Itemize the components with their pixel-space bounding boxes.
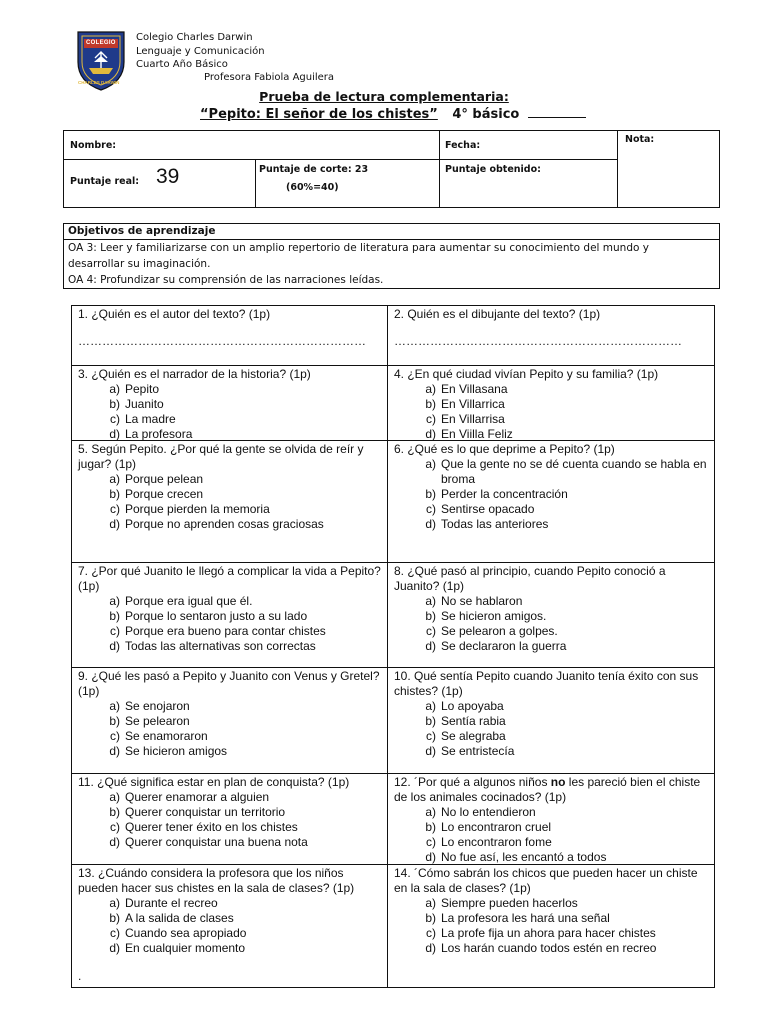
obtained-score-label: Puntaje obtenido:	[445, 164, 541, 175]
question-11	[72, 774, 387, 864]
question-12-option-d[interactable]: d) No fue así, les encantó a todos	[425, 850, 607, 864]
question-2	[388, 306, 714, 365]
course-label: 4° básico	[452, 107, 520, 122]
question-13-option-b[interactable]: b) A la salida de clases	[109, 911, 234, 925]
question-3-option-d[interactable]: d) La profesora	[109, 427, 193, 441]
question-8-option-b[interactable]: b) Se hicieron amigos.	[425, 609, 547, 623]
question-4-text: 4. ¿En qué ciudad vivían Pepito y su familia? (1p)	[394, 367, 659, 381]
question-1	[72, 306, 387, 365]
question-5-option-d[interactable]: d) Porque no aprenden cosas graciosas	[109, 517, 324, 531]
question-9-option-b[interactable]: b) Se pelearon	[109, 714, 190, 728]
question-7-option-c[interactable]: c) Porque era bueno para contar chistes	[110, 624, 326, 638]
question-5	[72, 441, 387, 562]
logo-text-bottom: CHARLES DARWIN	[78, 80, 120, 85]
question-13-text: 13. ¿Cuándo considera la profesora que los niños pueden hacer sus chistes en la sala de clases? (1p)	[78, 866, 355, 895]
question-5-option-a[interactable]: a) Porque pelean	[109, 472, 204, 486]
question-14-option-d[interactable]: d) Los harán cuando todos estén en recreo	[425, 941, 657, 955]
question-6-option-d[interactable]: d) Todas las anteriores	[425, 517, 549, 531]
grade-level: Cuarto Año Básico	[136, 59, 228, 70]
question-8-text: 8. ¿Qué pasó al principio, cuando Pepito conoció a Juanito? (1p)	[394, 564, 666, 593]
question-11-option-d[interactable]: d) Querer conquistar una buena nota	[109, 835, 308, 849]
question-4-option-b[interactable]: b) En Villarrica	[425, 397, 505, 411]
question-6-text: 6. ¿Qué es lo que deprime a Pepito? (1p)	[394, 442, 615, 456]
question-4-option-d[interactable]: d) En Viilla Feliz	[425, 427, 513, 441]
question-4-option-a[interactable]: a) En Villasana	[425, 382, 508, 396]
question-1-answer-line[interactable]: ………………………………………………………………	[78, 334, 366, 348]
logo-text-top: COLEGIO	[86, 40, 116, 46]
question-6-option-c[interactable]: c) Sentirse opacado	[426, 502, 535, 516]
question-5-text: 5. Según Pepito. ¿Por qué la gente se olvida de reír y jugar? (1p)	[78, 442, 364, 471]
question-3	[72, 366, 387, 440]
test-title: Prueba de lectura complementaria:	[259, 89, 509, 104]
question-13-option-a[interactable]: a) Durante el recreo	[109, 896, 218, 910]
question-14-option-a[interactable]: a) Siempre pueden hacerlos	[425, 896, 578, 910]
question-5-option-c[interactable]: c) Porque pierden la memoria	[110, 502, 270, 516]
question-10-option-c[interactable]: c) Se alegraba	[426, 729, 506, 743]
question-13-option-c[interactable]: c) Cuando sea apropiado	[110, 926, 247, 940]
name-field[interactable]	[134, 133, 434, 157]
question-9-option-a[interactable]: a) Se enojaron	[109, 699, 190, 713]
question-8-option-a[interactable]: a) No se hablaron	[425, 594, 523, 608]
question-9-option-d[interactable]: d) Se hicieron amigos	[109, 744, 228, 758]
question-9	[72, 668, 387, 773]
cut-score-label: Puntaje de corte: 23	[259, 164, 369, 175]
question-13-trailing-mark: .	[78, 969, 82, 983]
question-14-option-b[interactable]: b) La profesora les hará una señal	[425, 911, 610, 925]
question-12-option-c[interactable]: c) Lo encontraron fome	[426, 835, 552, 849]
book-title: “Pepito: El señor de los chistes”	[200, 107, 438, 122]
real-score-label: Puntaje real:	[70, 176, 140, 187]
question-6-option-b[interactable]: b) Perder la concentración	[425, 487, 568, 501]
question-7-option-a[interactable]: a) Porque era igual que él.	[109, 594, 253, 608]
question-7	[72, 563, 387, 667]
question-14-option-c[interactable]: c) La profe fija un ahora para hacer chistes	[426, 926, 656, 940]
question-11-option-b[interactable]: b) Querer conquistar un territorio	[109, 805, 286, 819]
real-score-value: 39	[156, 165, 180, 188]
question-12-text: 12. ´Por qué a algunos niños no les pareció bien el chiste de los animales cocinados? (1p)	[394, 775, 701, 804]
objective-oa3-line1: OA 3: Leer y familiarizarse con un amplio repertorio de literatura para aumentar su conocimiento del mundo y	[68, 242, 649, 254]
objective-oa4: OA 4: Profundizar su comprensión de las narraciones leídas.	[68, 274, 384, 286]
question-2-answer-line[interactable]: ………………………………………………………………	[394, 334, 682, 348]
question-10-option-a[interactable]: a) Lo apoyaba	[425, 699, 504, 713]
question-7-option-d[interactable]: d) Todas las alternativas son correctas	[109, 639, 316, 653]
question-4	[388, 366, 714, 440]
question-12	[388, 774, 714, 864]
student-info-box	[63, 130, 720, 208]
question-9-text: 9. ¿Qué les pasó a Pepito y Juanito con Venus y Gretel? (1p)	[78, 669, 380, 698]
school-info	[136, 31, 265, 72]
question-10-option-b[interactable]: b) Sentía rabia	[425, 714, 506, 728]
question-5-option-b[interactable]: b) Porque crecen	[109, 487, 204, 501]
question-1-text: 1. ¿Quién es el autor del texto? (1p)	[78, 307, 271, 321]
question-12-option-b[interactable]: b) Lo encontraron cruel	[425, 820, 552, 834]
teacher-name: Profesora Fabiola Aguilera	[204, 72, 335, 83]
question-3-option-c[interactable]: c) La madre	[110, 412, 176, 426]
question-12-emphasis: no	[550, 775, 566, 789]
grade-field[interactable]	[622, 149, 716, 205]
question-3-option-a[interactable]: a) Pepito	[109, 382, 160, 396]
date-label: Fecha:	[445, 140, 481, 151]
question-6	[388, 441, 714, 562]
question-10	[388, 668, 714, 773]
cut-score-note: (60%=40)	[286, 182, 339, 193]
question-8	[388, 563, 714, 667]
question-11-option-c[interactable]: c) Querer tener éxito en los chistes	[110, 820, 298, 834]
question-11-text: 11. ¿Qué significa estar en plan de conquista? (1p)	[78, 775, 350, 789]
question-4-option-c[interactable]: c) En Villarrisa	[426, 412, 505, 426]
question-13-option-d[interactable]: d) En cualquier momento	[109, 941, 246, 955]
question-14-text: 14. ´Cómo sabrán los chicos que pueden hacer un chiste en la sala de clases? (1p)	[394, 866, 698, 895]
question-3-text: 3. ¿Quién es el narrador de la historia? (1p)	[78, 367, 311, 381]
course-blank[interactable]	[528, 105, 586, 118]
name-label: Nombre:	[70, 140, 117, 151]
question-2-text: 2. Quién es el dibujante del texto? (1p)	[394, 307, 601, 321]
question-11-option-a[interactable]: a) Querer enamorar a alguien	[109, 790, 270, 804]
question-8-option-c[interactable]: c) Se pelearon a golpes.	[426, 624, 558, 638]
question-7-text: 7. ¿Por qué Juanito le llegó a complicar la vida a Pepito? (1p)	[78, 564, 381, 593]
question-13	[72, 865, 387, 987]
question-10-text: 10. Qué sentía Pepito cuando Juanito tenía éxito con sus chistes? (1p)	[394, 669, 699, 698]
questions-grid	[71, 305, 715, 988]
subject-name: Lenguaje y Comunicación	[136, 45, 265, 57]
school-name: Colegio Charles Darwin	[136, 32, 253, 43]
question-9-option-c[interactable]: c) Se enamoraron	[110, 729, 208, 743]
question-8-option-d[interactable]: d) Se declararon la guerra	[425, 639, 567, 653]
question-7-option-b[interactable]: b) Porque lo sentaron justo a su lado	[109, 609, 308, 623]
learning-objectives	[63, 223, 720, 289]
grade-label: Nota:	[625, 134, 655, 145]
question-10-option-d[interactable]: d) Se entristecía	[425, 744, 515, 758]
question-3-option-b[interactable]: b) Juanito	[109, 397, 164, 411]
test-subtitle	[200, 105, 586, 122]
question-6-option-a[interactable]: a) Que la gente no se dé cuenta cuando se habla en broma	[425, 457, 707, 486]
question-12-option-a[interactable]: a) No lo entendieron	[425, 805, 536, 819]
question-14	[388, 865, 714, 987]
obtained-score-field[interactable]	[444, 179, 614, 205]
objectives-heading: Objetivos de aprendizaje	[64, 224, 719, 240]
objective-oa3-line2: desarrollar su imaginación.	[68, 258, 211, 270]
date-field[interactable]	[489, 133, 613, 157]
